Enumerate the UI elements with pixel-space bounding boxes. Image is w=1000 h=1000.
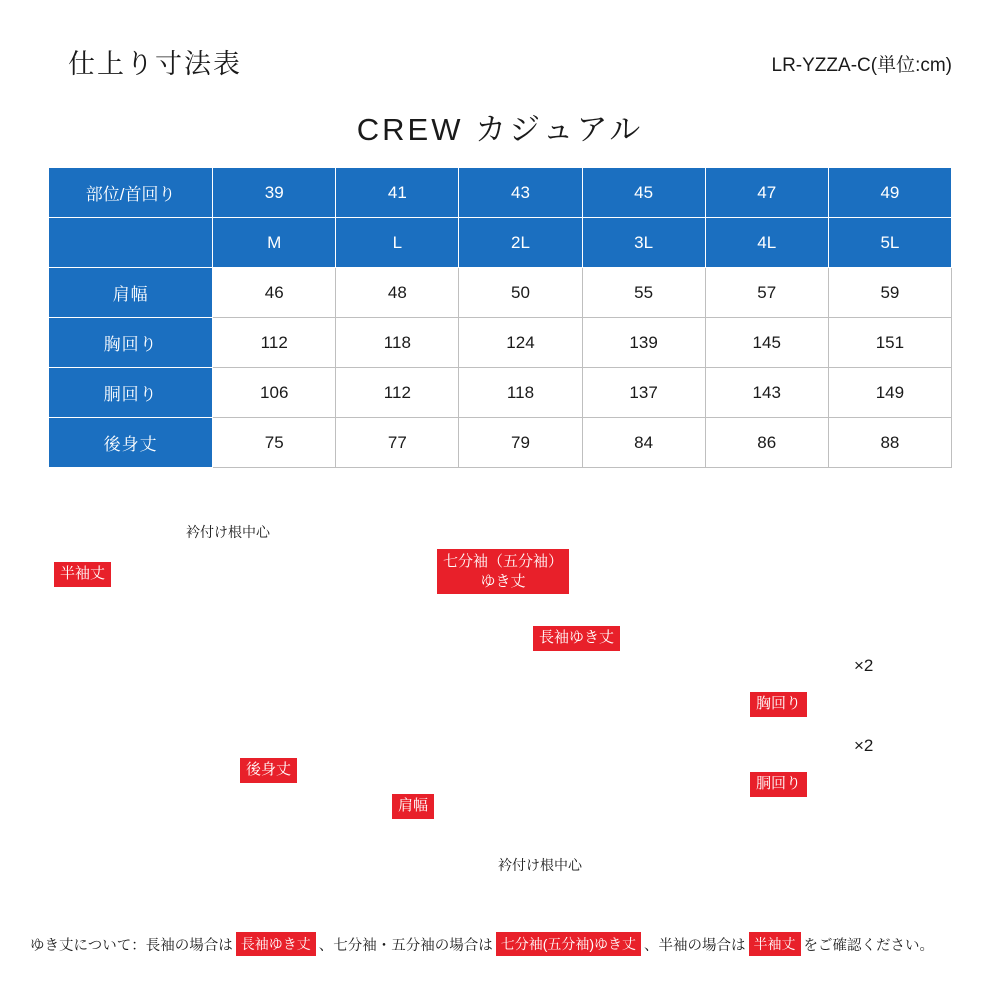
- table-cell: 88: [828, 418, 951, 468]
- table-row: [49, 318, 952, 368]
- table-size-cell: 4L: [705, 218, 828, 268]
- long-sleeve-label: 長袖ゆき丈: [533, 626, 620, 651]
- table-size-cell: 3L: [582, 218, 705, 268]
- garment-diagram: [0, 500, 1000, 930]
- table-header-cell: 41: [336, 168, 459, 218]
- footnote-tail: をご確認ください。: [803, 937, 935, 954]
- table-header-cell: 49: [828, 168, 951, 218]
- table-cell: 84: [582, 418, 705, 468]
- seven-eighth-sleeve-line1: 七分袖（五分袖）: [443, 553, 564, 570]
- table-cell: 145: [705, 318, 828, 368]
- table-cell: 143: [705, 368, 828, 418]
- table-row: [49, 418, 952, 468]
- table-size-cell: 2L: [459, 218, 582, 268]
- table-row: [49, 368, 952, 418]
- table-header-cell: 47: [705, 168, 828, 218]
- table-cell: 112: [213, 318, 336, 368]
- table-cell: 106: [213, 368, 336, 418]
- table-cell: 118: [336, 318, 459, 368]
- table-size-cell: M: [213, 218, 336, 268]
- waist-label: 胴回り: [750, 772, 807, 797]
- table-cell: 77: [336, 418, 459, 468]
- table-cell: 124: [459, 318, 582, 368]
- half-sleeve-label: 半袖丈: [54, 562, 111, 587]
- table-header-cell: 43: [459, 168, 582, 218]
- chest-times-two-label: ×2: [854, 656, 874, 675]
- table-cell: 59: [828, 268, 951, 318]
- table-corner-label: 部位/首回り: [49, 168, 213, 218]
- table-empty-cell: [49, 218, 213, 268]
- table-size-cell: L: [336, 218, 459, 268]
- table-row-label: 肩幅: [49, 268, 213, 318]
- page-header: [0, 42, 1000, 82]
- table-cell: 86: [705, 418, 828, 468]
- footnote-mid2: 、半袖の場合は: [644, 937, 746, 954]
- table-cell: 149: [828, 368, 951, 418]
- shoulder-width-label: 肩幅: [392, 794, 434, 819]
- size-table: [48, 167, 952, 468]
- table-header-cell: 45: [582, 168, 705, 218]
- table-cell: 50: [459, 268, 582, 318]
- table-row-label: 胸回り: [49, 318, 213, 368]
- footnote-mid1: 、七分袖・五分袖の場合は: [318, 937, 493, 954]
- chest-label: 胸回り: [750, 692, 807, 717]
- table-cell: 112: [336, 368, 459, 418]
- table-cell: 57: [705, 268, 828, 318]
- seven-eighth-sleeve-line2: ゆき丈: [480, 572, 526, 590]
- table-header-cell: 39: [213, 168, 336, 218]
- product-code: LR-YZZA-C(単位:cm): [771, 55, 952, 76]
- table-cell: 55: [582, 268, 705, 318]
- footnote-lead: ゆき丈について：長袖の場合は: [30, 937, 233, 954]
- footnote-tag-seven-eighth-sleeve: 七分袖(五分袖)ゆき丈: [496, 932, 641, 956]
- table-cell: 118: [459, 368, 582, 418]
- page-title: 仕上り寸法表: [68, 49, 242, 79]
- table-row: [49, 268, 952, 318]
- product-name-title: CREW カジュアル: [356, 112, 644, 147]
- collar-center-top-label: 衿付け根中心: [186, 524, 270, 540]
- footnote-tag-long-sleeve: 長袖ゆき丈: [236, 932, 316, 956]
- table-row-neck: [49, 168, 952, 218]
- footnote: [30, 932, 980, 956]
- table-cell: 79: [459, 418, 582, 468]
- seven-eighth-sleeve-label: [437, 549, 569, 594]
- waist-times-two-label: ×2: [854, 736, 874, 755]
- table-row-size: [49, 218, 952, 268]
- table-cell: 46: [213, 268, 336, 318]
- size-table-container: [48, 167, 952, 468]
- table-cell: 139: [582, 318, 705, 368]
- collar-center-bottom-label: 衿付け根中心: [498, 857, 582, 873]
- table-cell: 151: [828, 318, 951, 368]
- table-cell: 48: [336, 268, 459, 318]
- footnote-tag-half-sleeve: 半袖丈: [749, 932, 801, 956]
- table-row-label: 後身丈: [49, 418, 213, 468]
- table-size-cell: 5L: [828, 218, 951, 268]
- table-row-label: 胴回り: [49, 368, 213, 418]
- back-length-label: 後身丈: [240, 758, 297, 783]
- table-cell: 75: [213, 418, 336, 468]
- table-cell: 137: [582, 368, 705, 418]
